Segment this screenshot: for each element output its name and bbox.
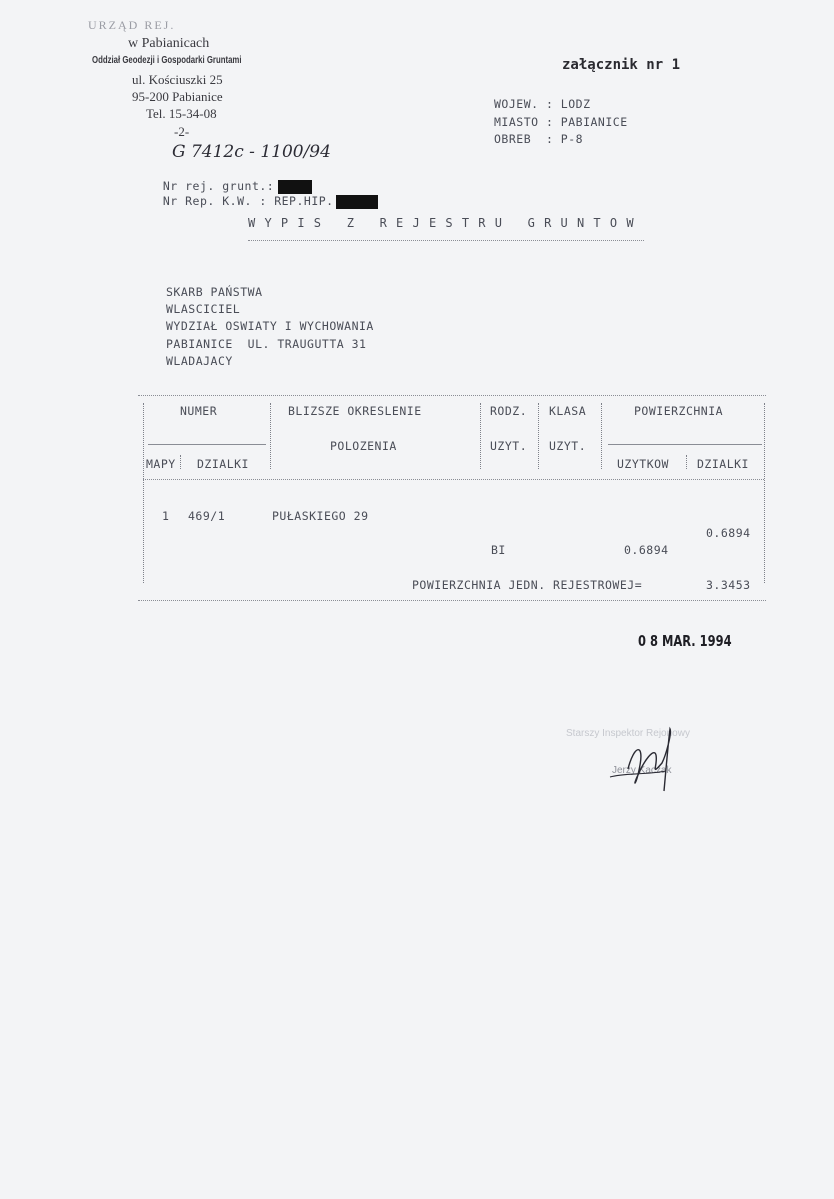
header-dzialki-area: DZIALKI bbox=[697, 457, 749, 471]
owner-line-4: PABIANICE UL. TRAUGUTTA 31 bbox=[166, 337, 367, 351]
stamp-line-1: w Pabianicach bbox=[128, 36, 210, 51]
nr-rep-row bbox=[148, 180, 378, 209]
header-dzialki: DZIALKI bbox=[197, 457, 249, 471]
table-bottom-rule bbox=[138, 600, 766, 601]
header-sub-rule-numer bbox=[148, 444, 266, 445]
header-blizsze: BLIZSZE OKRESLENIE bbox=[288, 404, 422, 418]
header-uzyt-rodz: UZYT. bbox=[490, 439, 528, 453]
table-left-border bbox=[143, 403, 144, 583]
location-miasto: MIASTO : PABIANICE bbox=[494, 115, 628, 129]
stamp-line-5: Tel. 15-34-08 bbox=[146, 106, 217, 121]
row-rodz: BI bbox=[491, 543, 506, 557]
row-polozenie: PUŁASKIEGO 29 bbox=[272, 509, 369, 523]
signature-scribble bbox=[604, 725, 694, 795]
stamp-line-4: 95-200 Pabianice bbox=[132, 89, 223, 104]
row-pow-dzialki: 0.6894 bbox=[706, 526, 751, 540]
header-sub-rule-powierzchnia bbox=[608, 444, 762, 445]
row-mapa: 1 bbox=[162, 509, 170, 523]
stamp-line-2: Oddział Geodezji i Gospodarki Gruntami bbox=[92, 55, 242, 66]
location-woj: WOJEW. : LODZ bbox=[494, 97, 591, 111]
stamp-line-6: -2- bbox=[174, 124, 190, 139]
col-divider-klasa bbox=[601, 403, 602, 469]
signature-faint-title: Starszy Inspektor Rejonowy bbox=[566, 728, 690, 739]
header-bottom-rule bbox=[143, 479, 764, 480]
owner-line-3: WYDZIAŁ OSWIATY I WYCHOWANIA bbox=[166, 319, 374, 333]
total-label: POWIERZCHNIA JEDN. REJESTROWEJ= bbox=[412, 578, 643, 592]
redaction-box bbox=[336, 195, 378, 209]
location-obreb: OBREB : P-8 bbox=[494, 132, 584, 146]
owner-line-5: WLADAJACY bbox=[166, 354, 233, 368]
header-uzytkow: UZYTKOW bbox=[617, 457, 669, 471]
nr-rep-label: Nr Rep. K.W. : REP.HIP. bbox=[162, 194, 334, 208]
table-top-rule bbox=[138, 395, 766, 396]
stamp-line-0: URZĄD REJ. bbox=[88, 18, 176, 32]
stamp-line-3: ul. Kościuszki 25 bbox=[132, 72, 223, 87]
header-powierzchnia: POWIERZCHNIA bbox=[634, 404, 724, 418]
col-divider-rodz bbox=[538, 403, 539, 469]
col-divider-powierzchnia bbox=[686, 455, 687, 469]
owner-line-2: WLASCICIEL bbox=[166, 302, 241, 316]
handwritten-reference: G 7412c - 1100/94 bbox=[172, 142, 331, 162]
signature-faint-name: Jerzy Kaczak bbox=[612, 765, 672, 776]
row-pow-uzytku: 0.6894 bbox=[624, 543, 669, 557]
date-stamp: 0 8 MAR. 1994 bbox=[638, 632, 732, 650]
col-divider-mapy bbox=[180, 455, 181, 469]
table-right-border bbox=[764, 403, 765, 583]
row-dzialka: 469/1 bbox=[188, 509, 226, 523]
col-divider-blizsze bbox=[480, 403, 481, 469]
header-rodz: RODZ. bbox=[490, 404, 528, 418]
header-klasa: KLASA bbox=[549, 404, 587, 418]
header-polozenia: POLOZENIA bbox=[330, 439, 397, 453]
nr-rej-label: Nr rej. grunt.: bbox=[162, 179, 275, 193]
header-mapy: MAPY bbox=[146, 457, 176, 471]
col-divider-numer bbox=[270, 403, 271, 469]
attachment-label: załącznik nr 1 bbox=[562, 57, 681, 73]
title-underline bbox=[248, 240, 644, 241]
total-value: 3.3453 bbox=[706, 578, 751, 592]
document-title: W Y P I S Z R E J E S T R U G R U N T O W bbox=[248, 216, 635, 230]
header-numer: NUMER bbox=[180, 404, 218, 418]
header-uzyt-klasa: UZYT. bbox=[549, 439, 587, 453]
owner-line-1: SKARB PAŃSTWA bbox=[166, 285, 263, 299]
